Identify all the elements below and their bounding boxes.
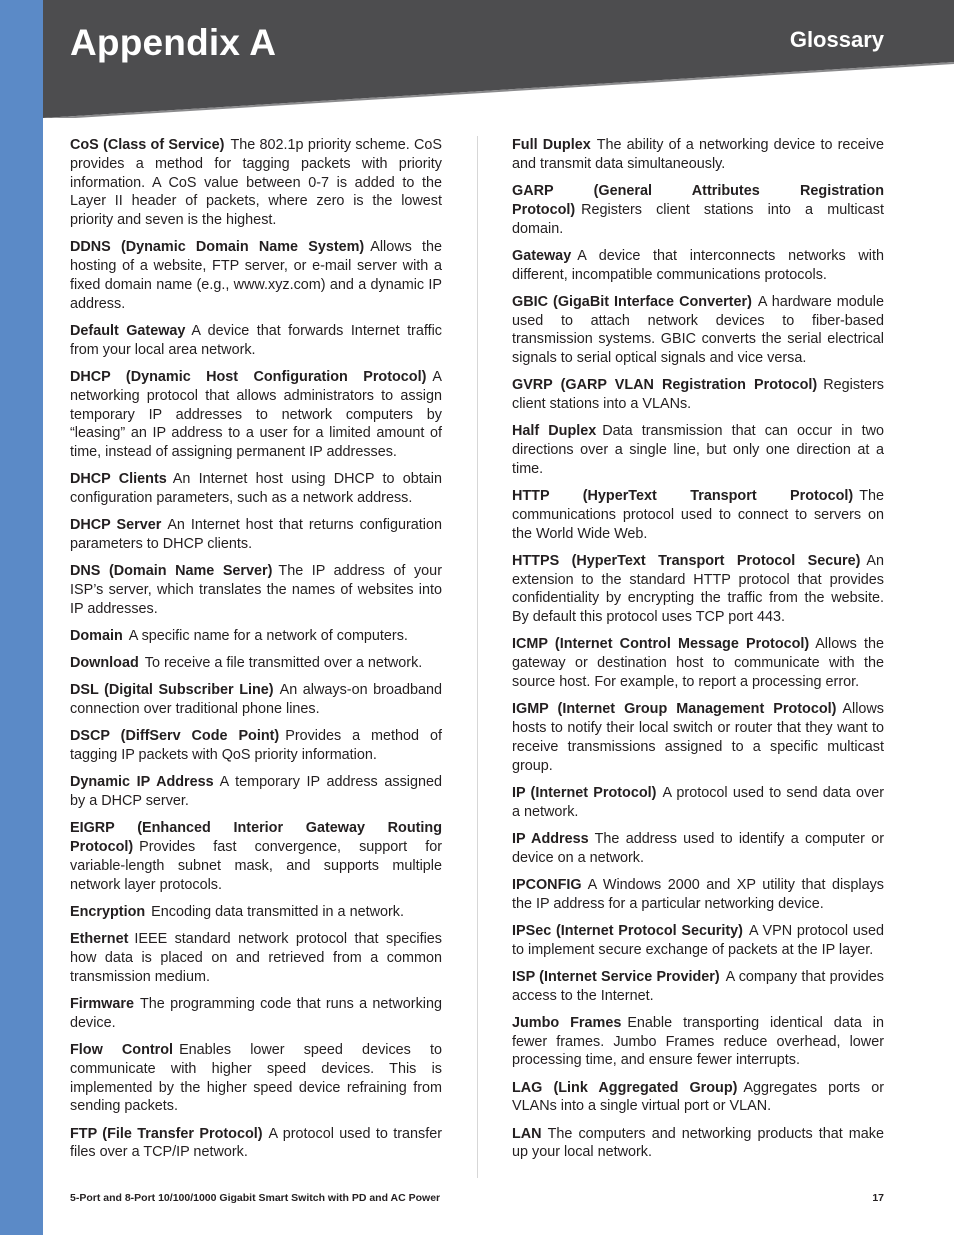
glossary-definition: Enables lower speed devices to communicate with higher speed devices. This is implemented by the higher speed device refraining from sending packets. xyxy=(70,1041,442,1115)
glossary-definition: Aggregates ports or VLANs into a single virtual port or VLAN. xyxy=(512,1079,885,1115)
glossary-definition: An Internet host using DHCP to obtain configuration parameters, such as a network address. xyxy=(70,471,442,507)
glossary-definition: The communications protocol used to connect to servers on the World Wide Web. xyxy=(512,488,884,542)
glossary-definition: Registers client stations into a VLANs. xyxy=(512,377,884,413)
glossary-definition: The ability of a networking device to receive and transmit data simultaneously. xyxy=(512,137,884,172)
glossary-term: IP (Internet Protocol) xyxy=(512,784,657,801)
glossary-entry xyxy=(512,293,884,368)
glossary-definition: The address used to identify a computer or device on a network. xyxy=(512,830,884,866)
glossary-term: Ethernet xyxy=(70,931,129,948)
glossary-definition: A Windows 2000 and XP utility that displays the IP address for a particular networking device. xyxy=(512,876,884,912)
footer-product-name: 5-Port and 8-Port 10/100/1000 Gigabit Smart Switch with PD and AC Power xyxy=(70,1192,441,1204)
glossary-definition: The computers and networking products that make up your local network. xyxy=(512,1125,884,1161)
glossary-entry xyxy=(70,903,442,922)
glossary-term: Default Gateway xyxy=(70,322,186,339)
glossary-term: GBIC (GigaBit Interface Converter) xyxy=(512,293,752,310)
glossary-term: ICMP (Internet Control Message Protocol) xyxy=(512,636,810,653)
glossary-entry xyxy=(512,876,884,914)
glossary-entry xyxy=(70,930,442,986)
glossary-definition: A specific name for a network of computers. xyxy=(128,628,408,645)
glossary-entry xyxy=(70,627,442,646)
glossary-entry xyxy=(70,322,442,360)
glossary-definition: A company that provides access to the Internet. xyxy=(512,968,884,1004)
glossary-entry xyxy=(70,995,442,1033)
glossary-entry xyxy=(512,487,884,543)
glossary-definition: Provides fast convergence, support for variable-length subnet mask, and supports multiple network layer protocols. xyxy=(70,839,442,893)
glossary-term: DNS (Domain Name Server) xyxy=(70,563,273,580)
glossary-term: GVRP (GARP VLAN Registration Protocol) xyxy=(512,377,818,394)
glossary-term: Flow Control xyxy=(70,1041,174,1058)
glossary-term: IGMP (Internet Group Management Protocol) xyxy=(512,701,837,718)
section-title: Glossary xyxy=(789,27,884,52)
glossary-entry xyxy=(70,819,442,894)
glossary-term: GARP (General Attributes Registration Protocol) xyxy=(512,182,884,218)
glossary-entry xyxy=(512,830,884,868)
glossary-term: LAN xyxy=(512,1125,542,1142)
glossary-entry xyxy=(512,247,884,285)
glossary-entry xyxy=(512,422,884,478)
glossary-definition: Provides a method of tagging IP packets with QoS priority information. xyxy=(70,728,442,764)
glossary-definition: A device that forwards Internet traffic from your local area network. xyxy=(70,322,442,358)
glossary-term: Half Duplex xyxy=(512,423,597,440)
glossary-entry xyxy=(70,654,442,673)
glossary-term: Domain xyxy=(70,628,123,645)
glossary-entry xyxy=(70,238,442,313)
glossary-definition: Registers client stations into a multicast domain. xyxy=(512,201,884,237)
glossary-term: LAG (Link Aggregated Group) xyxy=(512,1079,738,1096)
glossary-definition: Data transmission that can occur in two directions over a single line, but only one direction at a time. xyxy=(512,423,884,477)
glossary-term: EIGRP (Enhanced Interior Gateway Routing Protocol) xyxy=(70,820,442,856)
glossary-entry xyxy=(70,1125,442,1163)
glossary-definition: A VPN protocol used to implement secure exchange of packets at the IP layer. xyxy=(512,922,884,958)
glossary-entry xyxy=(70,727,442,765)
glossary-definition: Allows the hosting of a website, FTP server, or e-mail server with a fixed domain name (e.g., www.xyz.com) and a dynamic IP address. xyxy=(70,239,442,312)
glossary-definition: Allows hosts to notify their local switch or router that they want to receive transmissions assigned to a specific multicast group. xyxy=(512,701,884,774)
glossary-definition: An Internet host that returns configuration parameters to DHCP clients. xyxy=(70,517,442,553)
glossary-term: CoS (Class of Service) xyxy=(70,137,225,153)
glossary-entry xyxy=(512,922,884,960)
glossary-definition: A temporary IP address assigned by a DHCP server. xyxy=(70,774,442,810)
glossary-term: Firmware xyxy=(70,995,134,1012)
glossary-entry xyxy=(70,136,442,230)
glossary-entry xyxy=(512,784,884,822)
glossary-entry xyxy=(512,1014,884,1070)
glossary-column-left xyxy=(70,136,442,1170)
glossary-entry xyxy=(512,635,884,691)
glossary-term: Encryption xyxy=(70,903,146,920)
glossary-entry xyxy=(70,562,442,618)
glossary-entry xyxy=(70,516,442,554)
glossary-column-right xyxy=(512,136,884,1170)
glossary-term: Download xyxy=(70,655,139,672)
column-divider xyxy=(477,136,478,1178)
glossary-term: HTTP (HyperText Transport Protocol) xyxy=(512,488,854,505)
glossary-definition: A protocol used to transfer files over a TCP/IP network. xyxy=(70,1125,442,1161)
glossary-entry xyxy=(512,136,884,174)
glossary-definition: IEEE standard network protocol that specifies how data is placed on and retrieved from a common transmission medium. xyxy=(70,931,442,985)
glossary-definition: The IP address of your ISP’s server, which translates the names of websites into IP addresses. xyxy=(70,563,442,617)
glossary-term: DHCP Server xyxy=(70,517,162,534)
glossary-entry xyxy=(70,470,442,508)
glossary-entry xyxy=(512,1079,884,1117)
glossary-definition: Enable transporting identical data in fewer frames. Jumbo Frames reduce overhead, lower processing time, and ensure fewer interrupts. xyxy=(512,1014,884,1069)
glossary-entry xyxy=(512,376,884,414)
glossary-entry xyxy=(512,1125,884,1163)
glossary-term: HTTPS (HyperText Transport Protocol Secure) xyxy=(512,552,861,569)
glossary-entry xyxy=(512,552,884,627)
glossary-term: Dynamic IP Address xyxy=(70,774,214,791)
glossary-definition: Encoding data transmitted in a network. xyxy=(151,903,404,920)
glossary-definition: A hardware module used to attach network devices to fiber-based transmission systems. GBIC converts the serial electrical signals to serial optical signals and vice versa. xyxy=(512,293,884,367)
left-accent-bar xyxy=(0,0,43,1235)
glossary-term: IPSec (Internet Protocol Security) xyxy=(512,922,743,939)
glossary-definition: An always-on broadband connection over traditional phone lines. xyxy=(70,682,442,718)
glossary-definition: A networking protocol that allows administrators to assign temporary IP addresses to network computers by “leasing” an IP address to a user for a limited amount of time, instead of assigning permanent IP addresses. xyxy=(70,368,442,461)
glossary-definition: An extension to the standard HTTP protocol that provides confidentiality by encrypting the traffic from the website. By default this protocol uses TCP port 443. xyxy=(512,552,884,626)
glossary-definition: To receive a file transmitted over a network. xyxy=(144,655,423,672)
glossary-term: IPCONFIG xyxy=(512,876,582,893)
glossary-entry xyxy=(512,700,884,775)
glossary-term: DDNS (Dynamic Domain Name System) xyxy=(70,239,365,256)
glossary-term: Full Duplex xyxy=(512,137,591,153)
glossary-term: FTP (File Transfer Protocol) xyxy=(70,1125,263,1142)
glossary-definition: The programming code that runs a networking device. xyxy=(70,995,442,1031)
glossary-term: DSL (Digital Subscriber Line) xyxy=(70,682,274,699)
glossary-entry xyxy=(70,368,442,462)
glossary-term: Gateway xyxy=(512,247,572,264)
glossary-entry xyxy=(70,773,442,811)
glossary-definition: The 802.1p priority scheme. CoS provides a method for tagging packets with priority information. A CoS value between 0-7 is added to the Layer II header of packets, where zero is the lowest priority and seven is the highest. xyxy=(70,137,442,229)
glossary-term: DHCP Clients xyxy=(70,471,167,488)
glossary-entry xyxy=(512,182,884,238)
glossary-term: Jumbo Frames xyxy=(512,1014,622,1031)
glossary-entry xyxy=(70,1041,442,1116)
page-title: Appendix A xyxy=(70,22,277,63)
glossary-definition: A protocol used to send data over a network. xyxy=(512,784,884,820)
glossary-definition: Allows the gateway or destination host to communicate with the source host. For example, to report a processing error. xyxy=(512,636,884,691)
glossary-term: DSCP (DiffServ Code Point) xyxy=(70,728,280,745)
glossary-term: ISP (Internet Service Provider) xyxy=(512,968,720,985)
glossary-term: IP Address xyxy=(512,830,589,847)
page-number: 17 xyxy=(872,1192,884,1204)
glossary-definition: A device that interconnects networks with different, incompatible communications protocols. xyxy=(512,247,884,283)
glossary-entry xyxy=(70,681,442,719)
glossary-entry xyxy=(512,968,884,1006)
glossary-term: DHCP (Dynamic Host Configuration Protocol) xyxy=(70,368,427,385)
